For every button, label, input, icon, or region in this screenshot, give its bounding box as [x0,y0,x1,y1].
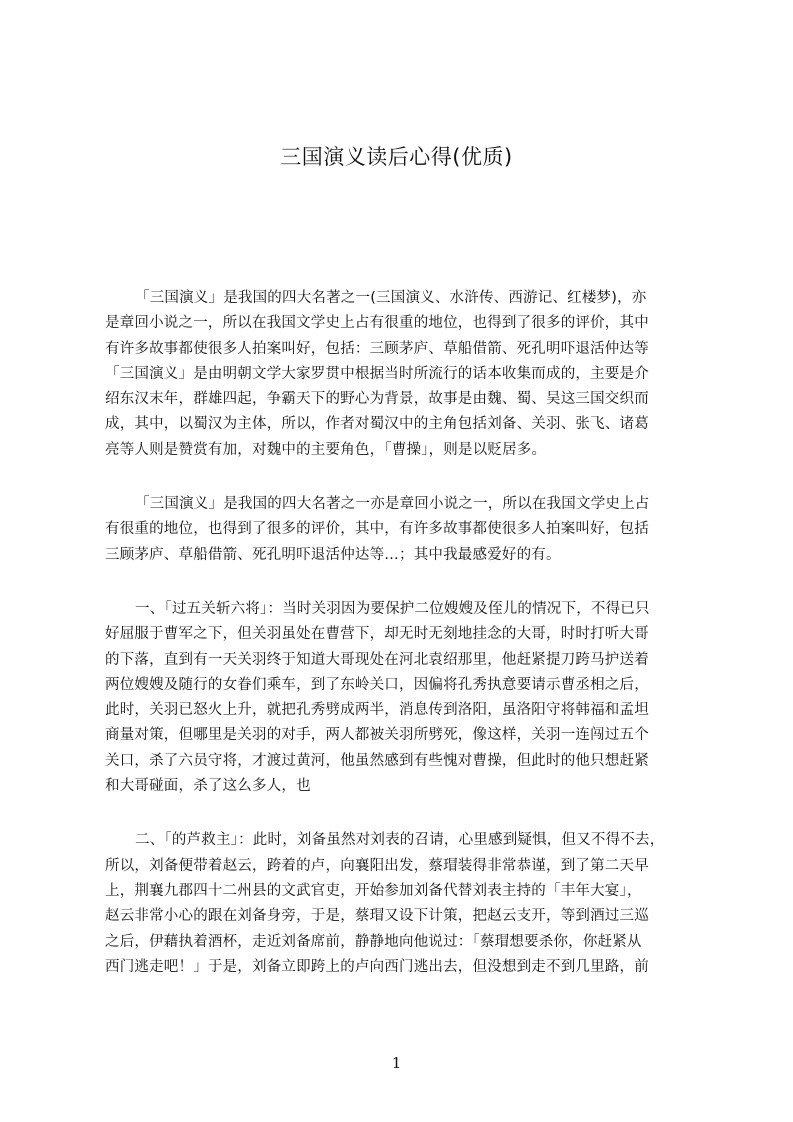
text-line: 好屈服于曹军之下，但关羽虽处在曹营下，却无时无刻地挂念的大哥，时时打听大哥 [105,626,649,643]
paragraph-2 [105,492,705,568]
text-line: 有许多故事都使很多人拍案叫好，包括：三顾茅庐、草船借箭、死孔明吓退活仲达等 [105,340,649,357]
text-line: 「三国演义」是我国的四大名著之一(三国演义、水浒传、西游记、红楼梦)，亦 [135,290,647,306]
text-line: 上，荆襄九郡四十二州县的文武官吏，开始参加刘备代替刘表主持的「丰年大宴」， [105,882,642,899]
text-line: 赵云非常小心的跟在刘备身旁，于是，蔡瑁又设下计策，把赵云支开，等到酒过三巡 [105,908,649,925]
paragraph-1 [105,286,705,463]
body-text [105,286,705,1009]
text-line: 一、「过五关斩六将」：当时关羽因为要保护二位嫂嫂及侄儿的情况下，不得已只 [135,600,650,617]
text-line: 是章回小说之一，所以在我国文学史上占有很重的地位，也得到了很多的评价，其中 [105,315,649,332]
page-title: 三国演义读后心得(优质) [280,145,513,169]
text-line: 之后，伊藉执着酒杯，走近刘备席前，静静地向他说过：「蔡瑁想要杀你，你赶紧从 [105,933,642,950]
page-number: 1 [391,1054,402,1072]
text-line: 「三国演义」是由明朝文学大家罗贯中根据当时所流行的话本收集而成的，主要是介 [105,365,649,382]
text-line: 三顾茅庐、草船借箭、死孔明吓退活仲达等…；其中我最感爱好的有。 [105,546,561,563]
text-line: 关口，杀了六员守将，才渡过黄河，他虽然感到有些愧对曹操，但此时的他只想赶紧 [105,752,649,769]
paragraph-3 [105,597,705,799]
text-line: 绍东汉末年，群雄四起，争霸天下的野心为背景，故事是由魏、蜀、吴这三国交织而 [105,391,649,408]
text-line: 和大哥碰面，杀了这么多人，也 [105,778,311,795]
paragraph-4 [105,828,705,980]
text-line: 亮等人则是赞赏有加，对魏中的主要角色，「曹操」，则是以贬居多。 [105,441,547,458]
text-line: 两位嫂嫂及随行的女眷们乘车，到了东岭关口，因偏将孔秀执意要请示曹丞相之后， [105,676,649,693]
text-line: 二、「的芦救主」：此时，刘备虽然对刘表的召请，心里感到疑惧，但又不得不去， [135,832,665,849]
text-line: 此时，关羽已怒火上升，就把孔秀劈成两半，消息传到洛阳，虽洛阳守将韩福和孟坦 [105,702,649,719]
text-line: 的下落，直到有一天关羽终于知道大哥现处在河北袁绍那里，他赶紧提刀跨马护送着 [105,651,649,668]
text-line: 商量对策，但哪里是关羽的对手，两人都被关羽所劈死，像这样，关羽一连闯过五个 [105,727,649,744]
text-line: 西门逃走吧！」于是，刘备立即跨上的卢向西门逃出去，但没想到走不到几里路，前 [105,958,649,975]
text-line: 「三国演义」是我国的四大名著之一亦是章回小说之一，所以在我国文学史上占 [135,496,650,513]
text-line: 有很重的地位，也得到了很多的评价，其中，有许多故事都使很多人拍案叫好，包括 [105,521,649,538]
text-line: 成，其中，以蜀汉为主体，所以，作者对蜀汉中的主角包括刘备、关羽、张飞、诸葛 [105,416,649,433]
text-line: 所以，刘备便带着赵云，跨着的卢，向襄阳出发，蔡瑁装得非常恭谨，到了第二天早 [105,857,649,874]
